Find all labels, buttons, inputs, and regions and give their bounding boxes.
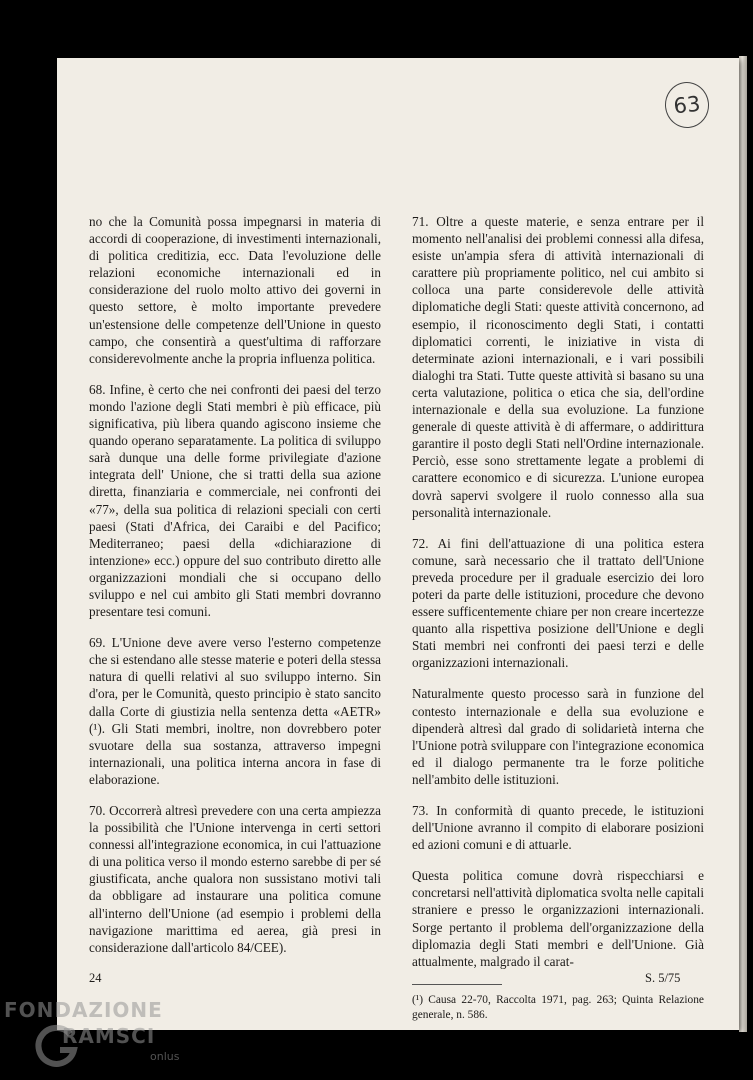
document-page — [57, 58, 739, 1030]
paragraph-70: 70. Occorrerà altresì prevedere con una certa ampiezza la possibilità che l'Unione intervenga in certi settori connessi all'integrazione economica, in cui l'attuazione di una politica verso il mondo esterno sarebbe di per sé giustificata, anche qualora non sussistano motivi tali da obbligare ad instaurare una politica comune all'interno dell'Unione (ad esempio i problemi della navigazione marittima ed aerea, già presi in considerazione dall'articolo 84/CEE). — [89, 803, 381, 955]
folio-series: S. 5/75 — [645, 971, 681, 985]
paragraph: Questa politica comune dovrà rispecchiarsi e concretarsi nell'attività diplomatica svolta nelle capitali straniere e presso le organizzazioni internazionali. Sorge pertanto il problema dell'organizzazione della diplomazia degli Stati membri e dell'Unione. Già attualmente, malgrado il carat- — [412, 868, 704, 969]
paragraph-68: 68. Infine, è certo che nei confronti dei paesi del terzo mondo l'azione degli Stati membri è più efficace, più significativa, più libera quando agiscono insieme che quando operano separatamente. La politica di sviluppo sarà dunque una delle forme privilegiate d'azione integrata dell' Unione, che si tratti della sua azione diretta, finanziaria e commerciale, nei confronti dei «77», della sua politica di relazioni speciali con certi paesi (Stati d'Africa, dei Caraibi e del Pacifico; Mediterraneo; paesi della «dichiarazione di intenzione» ecc.) oppure del suo contributo diretto alle organizzazioni mondiali che si occupano dello sviluppo e nel cui ambito gli Stati membri dovranno presentare tesi comuni. — [89, 381, 381, 620]
page-edge — [739, 56, 747, 1032]
left-column — [89, 213, 381, 970]
paragraph-71: 71. Oltre a queste materie, e senza entrare per il momento nell'analisi dei problemi connessi alla difesa, esiste un'ampia sfera di attività internazionali di carattere più propriamente politico, nel cui ambito si colloca una parte considerevole delle attività diplomatiche degli Stati: queste attività concernono, ad esempio, il riconoscimento degli Stati, i contatti diplomatici correnti, le iniziative in vista di determinate azioni internazionali, e i vari possibili dialoghi tra Stati. Tutte queste attività si basano su una certa valutazione, politica o etica che sia, dell'ordine internazionale e della sua evoluzione. La funzione generale di queste attività è di affermare, o addirittura garantire il posto degli Stati nell'Ordine internazionale. Perciò, esse sono strettamente legate a problemi di carattere economico e di sicurezza. L'unione europea dovrà sapervi svolgere il ruolo connesso alla sua personalità internazionale. — [412, 214, 704, 520]
footnote-divider — [412, 984, 502, 985]
folio-page-number: 24 — [89, 971, 102, 985]
paragraph-69: 69. L'Unione deve avere verso l'esterno competenze che si estendano alle stesse materie e poteri della stessa natura di quelli relativi al suo sviluppo interno. Sin d'ora, per le Comunità, questo principio è stato sancito dalla Corte di giustizia nella sentenza detta «AETR» (¹). Gli Stati membri, inoltre, non dovrebbero poter svuotare della sua sostanza, attraverso impegni internazionali, una politica interna ancora in fase di elaborazione. — [89, 635, 381, 787]
watermark-line-1: FONDAZIONE — [4, 998, 163, 1022]
handwritten-page-number: 63 — [663, 80, 712, 130]
paragraph: Naturalmente questo processo sarà in funzione del contesto internazionale e della sua evoluzione e dipenderà altresì dal grado di solidarietà interna che l'Unione potrà sviluppare con l'integrazione economica ed il dialogo permanente tra le forze politiche nell'ambito delle istituzioni. — [412, 686, 704, 787]
footnote: (¹) Causa 22-70, Raccolta 1971, pag. 263; Quinta Relazione generale, n. 586. — [412, 993, 704, 1021]
paragraph-72: 72. Ai fini dell'attuazione di una politica estera comune, sarà necessario che il trattato dell'Unione preveda procedure per il graduale esercizio dei loro poteri da parte delle istituzioni, procedure che devono essere sufficentemente chiare per non creare incertezze quanto alla rispettiva posizione dell'Unione e degli Stati membri nei confronti dei paesi terzi e delle organizzazioni internazionali. — [412, 535, 704, 671]
watermark-logo — [4, 996, 194, 1076]
watermark-line-3: onlus — [150, 1050, 180, 1063]
right-column — [412, 213, 704, 1030]
paragraph-73: 73. In conformità di quanto precede, le istituzioni dell'Unione avranno il compito di elaborare posizioni ed azioni comuni e di attuarle. — [412, 803, 704, 853]
paragraph: no che la Comunità possa impegnarsi in materia di accordi di cooperazione, di investimenti internazionali, di politica creditizia, ecc. Data l'evoluzione delle relazioni economiche internazionali ed in considerazione del ruolo molto attivo dei governi in questo settore, è molto importante prevedere un'estensione delle competenze dell'Unione in questo campo, che consentirà a quest'ultima di rafforzare considerevolmente anche la propria influenza politica. — [89, 214, 381, 366]
watermark-line-2: RAMSCI — [62, 1024, 156, 1048]
